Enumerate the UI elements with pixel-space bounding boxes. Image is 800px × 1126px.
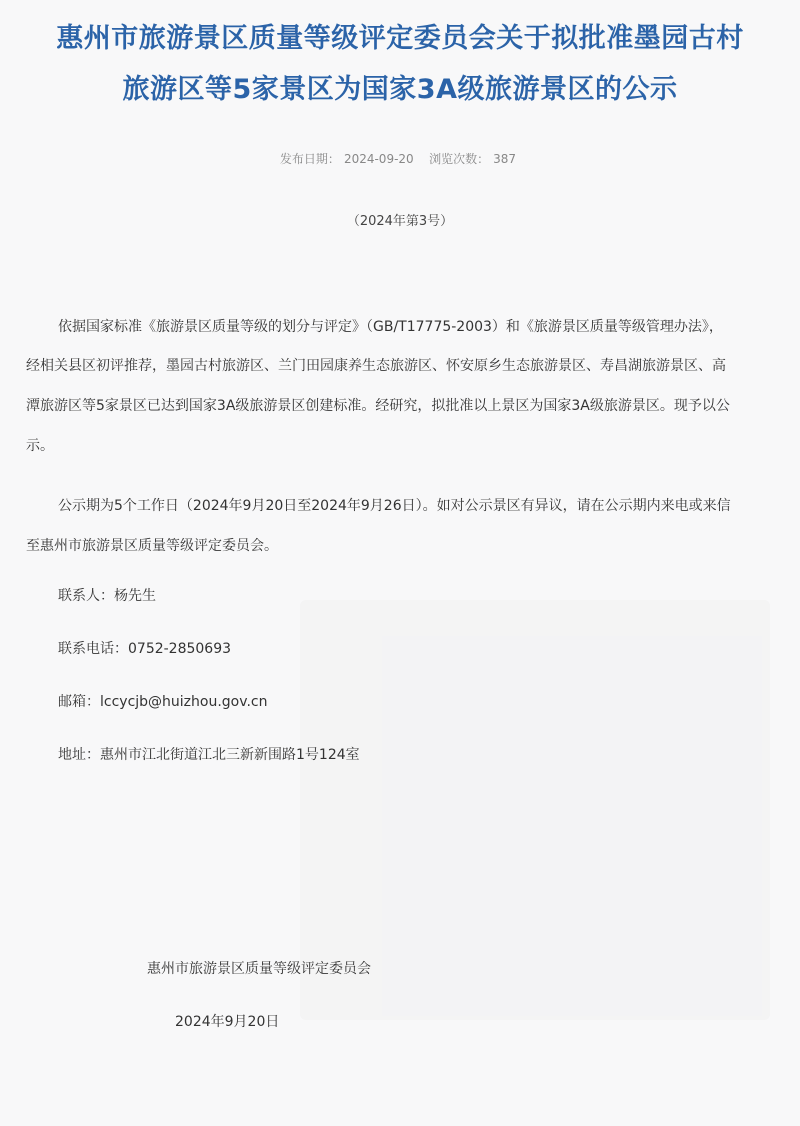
contact-address: 地址：惠州市江北街道江北三新新围路1号124室	[58, 747, 360, 763]
view-count-value: 387	[493, 152, 517, 166]
signature-organization: 惠州市旅游景区质量等级评定委员会	[147, 961, 371, 977]
paragraph2-line1: 公示期为5个工作日（2024年9月20日至2024年9月26日）。如对公示景区有异议，请在公示期内来电或来信	[58, 498, 731, 514]
publish-date-value: 2024-09-20	[343, 152, 414, 166]
paragraph1-line3: 潭旅游区等5家景区已达到国家3A级旅游景区创建标准。经研究，拟批准以上景区为国家3A级旅游景区。现予以公	[26, 398, 730, 414]
document-number: （2024年第3号）	[346, 214, 454, 229]
signature-date: 2024年9月20日	[175, 1014, 280, 1030]
paragraph1-line1: 依据国家标准《旅游景区质量等级的划分与评定》（GB/T17775-2003）和《旅游景区质量等级管理办法》，	[58, 319, 723, 335]
paragraph2-line2: 至惠州市旅游景区质量等级评定委员会。	[26, 538, 278, 554]
contact-email: 邮箱：lccycjb@huizhou.gov.cn	[58, 694, 268, 710]
contact-person: 联系人：杨先生	[58, 588, 156, 604]
background-watermark	[300, 600, 770, 1020]
paragraph1-line2: 经相关县区初评推荐，墨园古村旅游区、兰门田园康养生态旅游区、怀安原乡生态旅游景区、寿昌湖旅游景区、高	[26, 358, 726, 374]
paragraph1-line4: 示。	[26, 438, 54, 454]
publish-date-label: 发布日期：	[279, 152, 340, 166]
publish-meta	[0, 150, 800, 167]
contact-phone: 联系电话：0752-2850693	[58, 641, 232, 657]
page-title-line1: 惠州市旅游景区质量等级评定委员会关于拟批准墨园古村	[56, 23, 744, 54]
view-count-label: 浏览次数：	[429, 152, 490, 166]
page-title-line2: 旅游区等5家景区为国家3A级旅游景区的公示	[122, 74, 678, 105]
